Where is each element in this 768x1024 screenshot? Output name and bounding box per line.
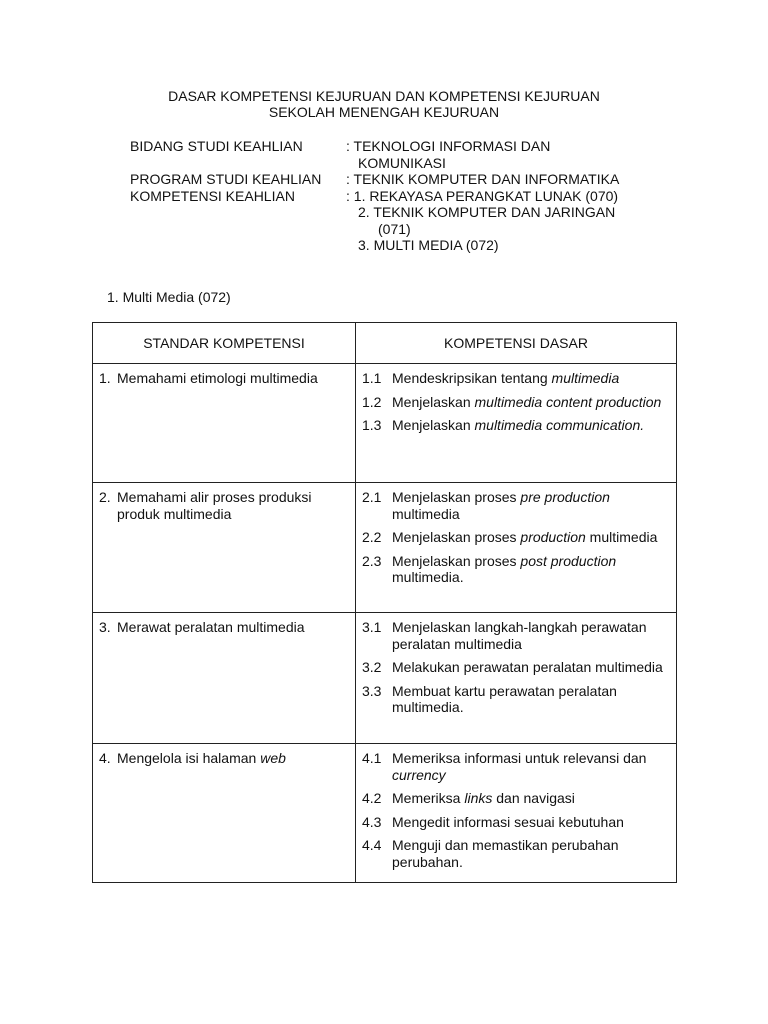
kd-number: 1.2 — [362, 393, 382, 410]
standar-cell — [93, 364, 356, 483]
kd-number: 3.3 — [362, 682, 382, 699]
kompetensi-item-1: : 1. REKAYASA PERANGKAT LUNAK (070) — [346, 187, 619, 204]
kd-text: Memeriksa — [392, 790, 465, 806]
kd-item — [362, 837, 670, 870]
kompetensi-item-3: 3. MULTI MEDIA (072) — [358, 237, 499, 253]
kd-emphasis: pre production — [520, 489, 610, 505]
kd-item — [362, 529, 670, 546]
kd-number: 4.3 — [362, 813, 382, 830]
table-row — [93, 483, 677, 613]
competency-table — [92, 322, 677, 883]
kd-emphasis: multimedia communication. — [474, 417, 645, 433]
kd-text: Menjelaskan proses — [392, 552, 521, 569]
kd-item — [362, 489, 670, 522]
kd-number: 2.2 — [362, 529, 382, 545]
sk-number: 2. — [99, 489, 111, 505]
kd-item — [362, 370, 670, 387]
sk-number: 1. — [99, 370, 111, 386]
kd-emphasis: multimedia content production — [474, 393, 662, 410]
kd-item — [362, 814, 670, 831]
header-kompetensi-dasar: KOMPETENSI DASAR — [356, 323, 677, 364]
bidang-value-cont: KOMUNIKASI — [358, 154, 446, 171]
kd-item — [362, 394, 670, 411]
dasar-cell — [356, 744, 677, 883]
table-row — [93, 613, 677, 744]
program-value: : TEKNIK KOMPUTER DAN INFORMATIKA — [346, 171, 620, 187]
kd-text: Menjelaskan proses — [392, 489, 521, 505]
kd-number: 2.3 — [362, 552, 382, 569]
kd-item — [362, 659, 670, 676]
kompetensi-item-2b: (071) — [378, 220, 411, 237]
document-title — [0, 88, 768, 120]
standar-cell — [93, 613, 356, 744]
kd-text: Menjelaskan proses — [392, 529, 521, 545]
kd-text: Menjelaskan — [392, 417, 475, 433]
kd-text: Menguji dan memastikan perubahan perubahan. — [392, 837, 619, 870]
standar-cell — [93, 483, 356, 613]
program-label: PROGRAM STUDI KEAHLIAN — [130, 171, 322, 187]
kd-text-post: multimedia — [392, 505, 460, 522]
kd-number: 1.3 — [362, 417, 382, 433]
sk-text: Memahami alir proses produksi produk multimedia — [117, 489, 312, 522]
document-meta — [130, 138, 619, 254]
kd-text: Melakukan perawatan peralatan multimedia — [392, 659, 663, 675]
kd-item — [362, 619, 670, 652]
kd-emphasis: production — [520, 529, 586, 545]
kd-number: 4.4 — [362, 837, 382, 853]
kd-text: Mendeskripsikan tentang — [392, 370, 552, 386]
kd-text: Memeriksa informasi untuk relevansi dan — [392, 750, 647, 766]
standar-cell — [93, 744, 356, 883]
kd-number: 3.1 — [362, 619, 382, 635]
kompetensi-label: KOMPETENSI KEAHLIAN — [130, 187, 295, 204]
table-row — [93, 364, 677, 483]
bidang-label: BIDANG STUDI KEAHLIAN — [130, 138, 303, 154]
title-line-2: SEKOLAH MENENGAH KEJURUAN — [268, 104, 500, 120]
dasar-cell — [356, 364, 677, 483]
sk-emphasis: web — [260, 750, 286, 766]
kd-item — [362, 790, 670, 807]
sk-text: Memahami etimologi multimedia — [117, 370, 318, 386]
header-standar-kompetensi: STANDAR KOMPETENSI — [93, 323, 356, 364]
kd-number: 4.2 — [362, 790, 382, 806]
kd-emphasis: currency — [392, 766, 446, 783]
dasar-cell — [356, 613, 677, 744]
kd-item — [362, 417, 670, 434]
sk-text: Mengelola isi halaman — [117, 750, 261, 766]
sk-number: 3. — [99, 619, 111, 635]
kd-number: 1.1 — [362, 370, 382, 386]
table-row — [93, 744, 677, 883]
kd-text-post: dan navigasi — [492, 790, 575, 806]
kd-item — [362, 750, 670, 783]
dasar-cell — [356, 483, 677, 613]
kd-emphasis: multimedia — [551, 370, 620, 386]
kd-text: Menjelaskan langkah-langkah perawatan peralatan multimedia — [392, 619, 647, 652]
kompetensi-item-2: 2. TEKNIK KOMPUTER DAN JARINGAN — [358, 204, 616, 220]
kd-text: Mengedit informasi sesuai kebutuhan — [392, 813, 624, 830]
kd-item — [362, 683, 670, 716]
kd-emphasis: post production — [520, 552, 617, 569]
sk-text: Merawat peralatan multimedia — [117, 619, 305, 635]
kd-text-post: multimedia — [585, 529, 658, 545]
sk-number: 4. — [99, 750, 111, 766]
kd-text-post: multimedia. — [392, 569, 464, 585]
kd-text: Membuat kartu perawatan peralatan multimedia. — [392, 682, 617, 715]
kd-number: 4.1 — [362, 750, 382, 766]
kd-emphasis: links — [464, 790, 493, 806]
kd-number: 3.2 — [362, 659, 382, 675]
kd-item — [362, 553, 670, 586]
section-heading: 1. Multi Media (072) — [107, 289, 231, 305]
kd-number: 2.1 — [362, 489, 382, 505]
bidang-value: : TEKNOLOGI INFORMASI DAN — [346, 138, 551, 154]
title-line-1: DASAR KOMPETENSI KEJURUAN DAN KOMPETENSI KEJURUAN — [168, 88, 600, 104]
kd-text: Menjelaskan — [392, 393, 475, 410]
